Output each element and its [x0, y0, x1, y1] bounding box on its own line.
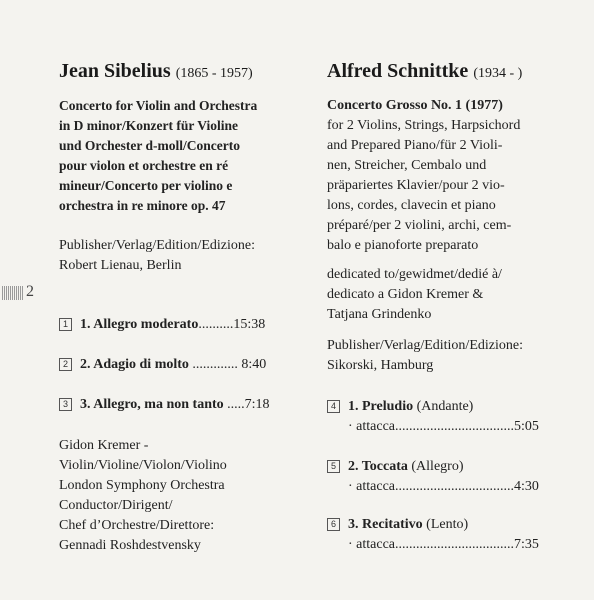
track-row — [59, 357, 266, 373]
track-duration: 8:40 — [241, 357, 267, 372]
credit-line: Chef d’Orchestre/Direttore: — [59, 518, 215, 533]
track-row — [327, 397, 539, 437]
publisher-schnittke — [327, 336, 523, 376]
dedication-line: Tatjana Grindenko — [327, 307, 432, 322]
track-tempo: (Allegro) — [411, 459, 464, 474]
track-row — [327, 457, 539, 497]
track-title: 1. Preludio — [348, 399, 414, 414]
publisher-line: Robert Lienau, Berlin — [59, 258, 182, 273]
work-line: orchestra in re minore op. 47 — [59, 198, 226, 213]
track-number-box: 3 — [59, 398, 72, 411]
work-line: and Prepared Piano/für 2 Violi- — [327, 138, 503, 153]
work-line: préparé/per 2 violini, archi, cem- — [327, 218, 512, 233]
dedication-line: dedicated to/gewidmet/dedié à/ — [327, 267, 502, 282]
performer-credits — [59, 436, 227, 556]
work-line: pour violon et orchestre en ré — [59, 158, 229, 173]
composer-name: Jean Sibelius — [59, 60, 171, 82]
work-title: Concerto Grosso No. 1 (1977) — [327, 98, 503, 113]
composer-heading-schnittke — [327, 60, 522, 83]
work-line: lons, cordes, clavecin et piano — [327, 198, 496, 213]
track-row — [59, 317, 265, 333]
track-leader: ..... — [223, 397, 245, 412]
track-leader: .................................. — [395, 479, 515, 494]
publisher-sibelius — [59, 236, 255, 276]
work-line: und Orchester d-moll/Concerto — [59, 138, 240, 153]
track-duration: 7:18 — [244, 397, 270, 412]
composer-name: Alfred Schnittke — [327, 60, 469, 82]
credit-line: Conductor/Dirigent/ — [59, 498, 173, 513]
publisher-line: Publisher/Verlag/Edition/Edizione: — [327, 338, 523, 353]
track-tempo: (Andante) — [416, 399, 474, 414]
track-number-box: 5 — [327, 460, 340, 473]
work-line: for 2 Violins, Strings, Harpsichord — [327, 118, 521, 133]
work-line: mineur/Concerto per violino e — [59, 178, 233, 193]
track-leader: ............. — [188, 357, 242, 372]
work-line: in D minor/Konzert für Violine — [59, 118, 238, 133]
track-duration: 4:30 — [514, 479, 539, 494]
publisher-line: Publisher/Verlag/Edition/Edizione: — [59, 238, 255, 253]
publisher-line: Sikorski, Hamburg — [327, 358, 434, 373]
track-subtitle: · attacca — [348, 537, 396, 552]
credit-line: Gennadi Roshdestvensky — [59, 538, 201, 553]
credit-line: London Symphony Orchestra — [59, 478, 225, 493]
track-title: 3. Allegro, ma non tanto — [80, 397, 224, 412]
composer-heading-sibelius — [59, 60, 253, 83]
track-subtitle: · attacca — [348, 479, 396, 494]
track-title: 2. Toccata — [348, 459, 408, 474]
track-duration: 7:35 — [514, 537, 539, 552]
composer-dates: (1865 - 1957) — [175, 66, 253, 81]
dedication — [327, 265, 502, 325]
track-leader: .......... — [198, 317, 234, 332]
track-duration: 5:05 — [514, 419, 539, 434]
work-description-schnittke — [327, 96, 520, 256]
track-subtitle: · attacca — [348, 419, 396, 434]
work-title-sibelius — [59, 96, 257, 216]
credit-line: Gidon Kremer - — [59, 438, 149, 453]
credit-line: Violin/Violine/Violon/Violino — [59, 458, 227, 473]
work-line: präpariertes Klavier/pour 2 vio- — [327, 178, 505, 193]
track-leader: .................................. — [395, 419, 515, 434]
page-number: 2 — [26, 283, 34, 300]
track-number-box: 4 — [327, 400, 340, 413]
track-tempo: (Lento) — [426, 517, 469, 532]
dedication-line: dedicato a Gidon Kremer & — [327, 287, 484, 302]
track-number-box: 6 — [327, 518, 340, 531]
work-line: balo e pianoforte preparato — [327, 238, 479, 253]
track-row — [59, 397, 270, 413]
track-leader: .................................. — [395, 537, 515, 552]
track-title: 1. Allegro moderato — [80, 317, 199, 332]
composer-dates: (1934 - ) — [473, 66, 523, 81]
track-title: 3. Recitativo — [348, 517, 423, 532]
track-row — [327, 515, 539, 555]
page-marker-bars — [2, 286, 24, 300]
track-number-box: 1 — [59, 318, 72, 331]
track-title: 2. Adagio di molto — [80, 357, 189, 372]
track-duration: 15:38 — [233, 317, 266, 332]
work-line: nen, Streicher, Cembalo und — [327, 158, 487, 173]
track-number-box: 2 — [59, 358, 72, 371]
work-line: Concerto for Violin and Orchestra — [59, 98, 258, 113]
